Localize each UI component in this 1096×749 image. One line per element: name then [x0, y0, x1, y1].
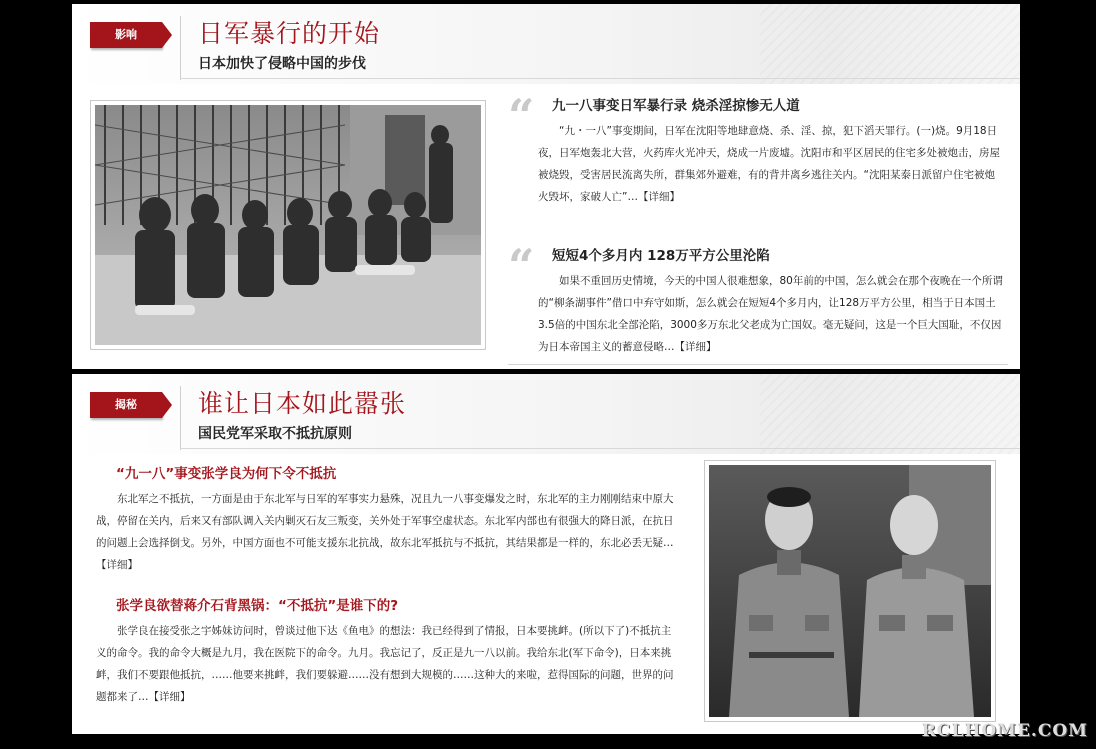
- quote-icon: “: [508, 239, 535, 293]
- prisoners-photo-image: [95, 105, 481, 345]
- article-title[interactable]: 九一八事变日军暴行录 烧杀淫掠惨无人道: [552, 98, 800, 114]
- article-title[interactable]: 张学良欲替蒋介石背黑锅：“不抵抗”是谁下的?: [116, 598, 399, 614]
- article-title[interactable]: “九一八”事变张学良为何下令不抵抗: [116, 466, 337, 482]
- section-tag: 揭秘: [90, 392, 162, 418]
- zhang-chiang-photo[interactable]: [704, 460, 996, 722]
- article-title[interactable]: 短短4个多月内 128万平方公里沦陷: [552, 248, 770, 264]
- article-body: 如果不重回历史情境，今天的中国人很难想象，80年前的中国，怎么就会在那个夜晚在一个所谓的“柳条湖事件”借口中弃守如斯，怎么就会在短短4个多月内，让128万平方公里，相当于日本国土3.5倍的中国东北全部沦陷，3000多万东北父老成为亡国奴。毫无疑问，这是一个巨大国耻，不仅因为日本帝国主义的蓄意侵略…【详细】: [538, 275, 1003, 353]
- section-subheadline: 日本加快了侵略中国的步伐: [198, 56, 366, 72]
- section-headline: 日军暴行的开始: [198, 19, 381, 48]
- article-body: “九・一八”事变期间，日军在沈阳等地肆意烧、杀、淫、掠，犯下滔天罪行。(一)烧。9月18日夜，日军炮轰北大营，火药库火光冲天，烧成一片废墟。沈阳市和平区居民的住宅多处被炮击，房屋被烧毁，受害居民流离失所，群集郊外避难，有的背井离乡逃往关内。“沈阳某泰日派留户住宅被炮火毁坏，家破人亡”…【详细】: [538, 125, 1000, 203]
- article-body: 张学良在接受张之宇姊妹访问时，曾谈过他下达《鱼电》的想法：我已经得到了情报，日本要挑衅。(所以下了)不抵抗主义的命令。我的命令大概是九月，我在医院下的命令。九月。我忘记了，反正是九一八以前。我给东北(军下命令)，日本来挑衅，我们不要跟他抵抗，……他要来挑衅，我们要躲避……没有想到大规模的……这种大的来啦，惹得国际的问题，世界的问题都来了…【详细】: [96, 625, 674, 703]
- section-subheadline: 国民党军采取不抵抗原则: [198, 426, 352, 442]
- quote-icon: “: [508, 89, 535, 143]
- zhang-chiang-photo-image: [709, 465, 991, 717]
- prisoners-photo[interactable]: [90, 100, 486, 350]
- divider: [508, 364, 1008, 365]
- section-reveal: [72, 374, 1020, 734]
- section-influence: [72, 4, 1020, 369]
- site-watermark: RCLHOME.COM: [921, 721, 1088, 741]
- section-tag: 影响: [90, 22, 162, 48]
- article-body: 东北军之不抵抗，一方面是由于东北军与日军的军事实力悬殊，况且九一八事变爆发之时，东北军的主力刚刚结束中原大战，停留在关内，后来又有部队调入关内剿灭石友三叛变，关外处于军事空虚状态。东北军内部也有很强大的降日派，在抗日的问题上会选择倒戈。另外，中国方面也不可能支援东北抗战，故东北军抵抗与不抵抗，其结果都是一样的，东北必丢无疑…【详细】: [96, 493, 674, 571]
- section-headline: 谁让日本如此嚣张: [198, 389, 407, 418]
